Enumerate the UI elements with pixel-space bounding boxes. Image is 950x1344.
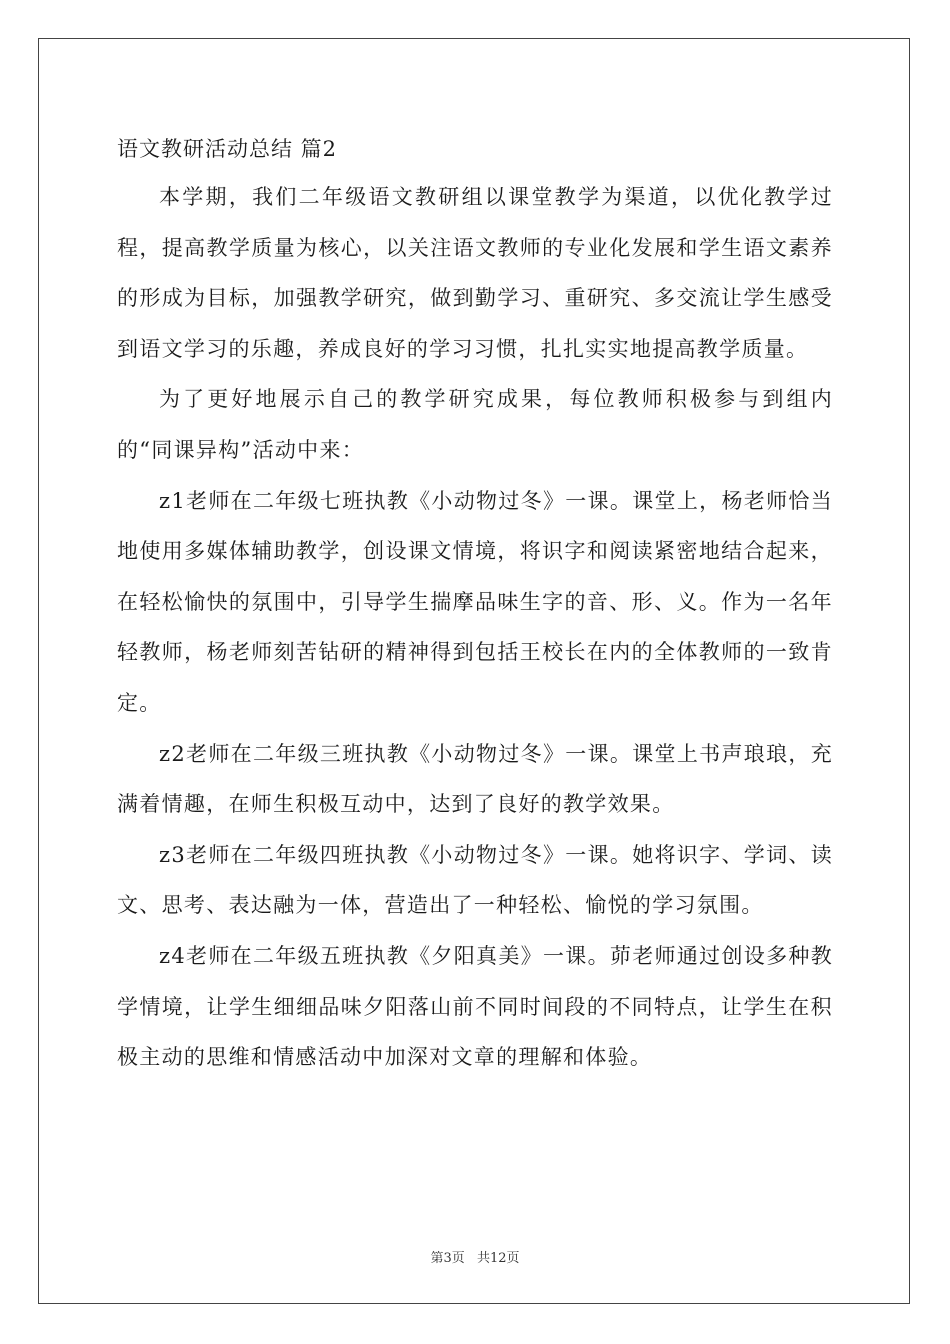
paragraph-teacher-z4: z4老师在二年级五班执教《夕阳真美》一课。茆老师通过创设多种教学情境，让学生细细品味夕阳落山前不同时间段的不同特点，让学生在积极主动的思维和情感活动中加深对文章的理解和体验。 [117, 943, 833, 1070]
paragraph-activity: 为了更好地展示自己的教学研究成果，每位教师积极参与到组内的“同课异构”活动中来： [117, 387, 833, 462]
document-title: 语文教研活动总结 篇2 [117, 137, 338, 161]
paragraph-teacher-z1: z1老师在二年级七班执教《小动物过冬》一课。课堂上，杨老师恰当地使用多媒体辅助教学，创设课文情境，将识字和阅读紧密地结合起来，在轻松愉快的氛围中，引导学生揣摩品味生字的音、形、义。作为一名年轻教师，杨老师刻苦钻研的精神得到包括王校长在内的全体教师的一致肯定。 [117, 488, 833, 715]
paragraph-teacher-z3: z3老师在二年级四班执教《小动物过冬》一课。她将识字、学词、读文、思考、表达融为一体，营造出了一种轻松、愉悦的学习氛围。 [117, 842, 833, 918]
page-total: 共12页 [476, 1251, 520, 1266]
page-footer [0, 1247, 950, 1266]
document-body [117, 126, 833, 1083]
paragraph-teacher-z2: z2老师在二年级三班执教《小动物过冬》一课。课堂上书声琅琅，充满着情趣，在师生积极互动中，达到了良好的教学效果。 [117, 741, 833, 817]
paragraph-intro: 本学期，我们二年级语文教研组以课堂教学为渠道，以优化教学过程，提高教学质量为核心，以关注语文教师的专业化发展和学生语文素养的形成为目标，加强教学研究，做到勤学习、重研究、多交流让学生感受到语文学习的乐趣，养成良好的学习习惯，扎扎实实地提高教学质量。 [117, 185, 833, 361]
page-number: 第3页 [430, 1251, 465, 1266]
